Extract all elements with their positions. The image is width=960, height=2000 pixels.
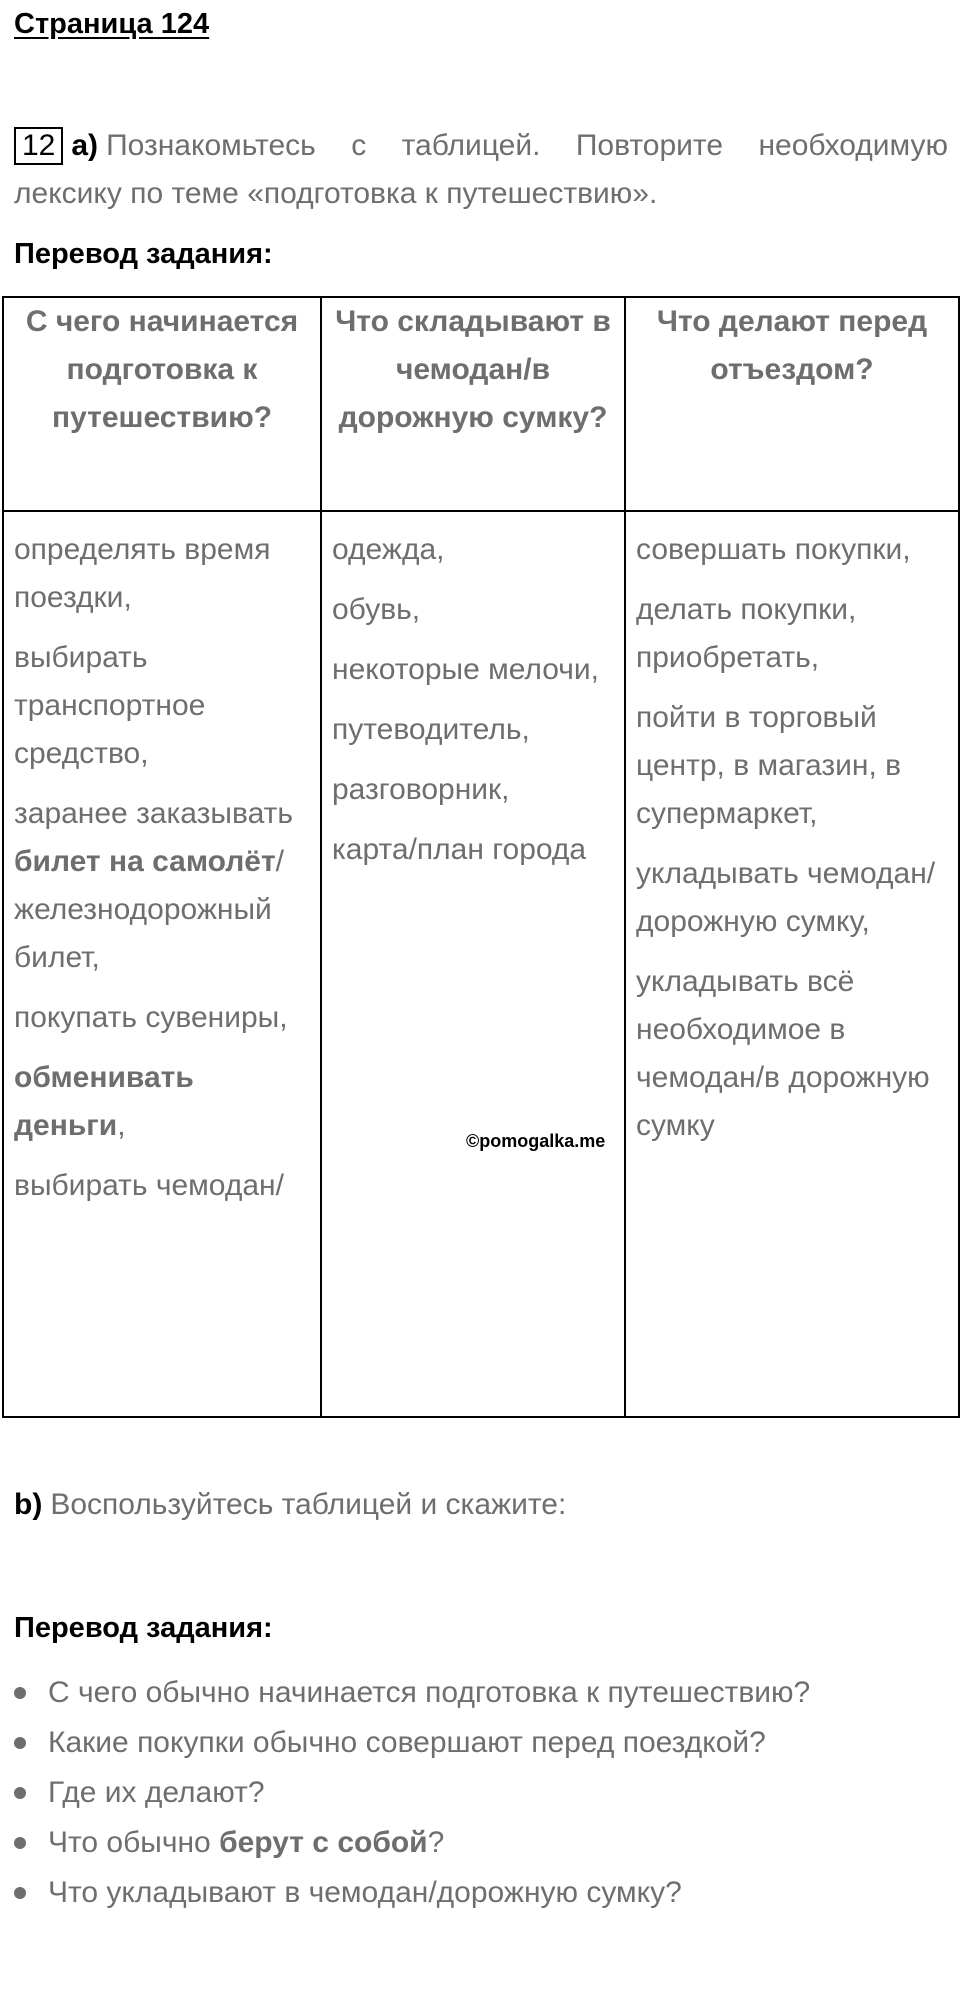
table-header-cell: Что складывают в чемодан/в дорожную сумку?	[321, 297, 625, 511]
table-cell-packing	[321, 511, 625, 1417]
list-item: Что укладывают в чемодан/дорожную сумку?	[14, 1868, 810, 1918]
list-item: укладывать всё необходимое в чемодан/в дорожную сумку	[636, 965, 930, 1142]
list-item: обменивать деньги,	[14, 1061, 194, 1142]
list-item: путеводитель,	[332, 713, 530, 746]
task-a-text: Познакомьтесь с таблицей. Повторите необходимую лексику по теме «подготовка к путешествию».	[14, 129, 948, 210]
list-item: покупать сувениры,	[14, 1001, 288, 1034]
task-b-instruction	[14, 1488, 566, 1522]
list-item: Где их делают?	[14, 1768, 810, 1818]
list-item: карта/план города	[332, 833, 587, 866]
bullet-icon	[14, 1787, 26, 1799]
bullet-icon	[14, 1837, 26, 1849]
task-letter-b: b)	[14, 1488, 43, 1521]
table-header-row	[3, 297, 959, 511]
table-header-cell: С чего начинается подготовка к путешествию?	[3, 297, 321, 511]
list-item: выбирать чемодан/	[14, 1169, 284, 1202]
list-item: делать покупки, приобретать,	[636, 593, 857, 674]
list-item: укладывать чемодан/дорожную сумку,	[636, 857, 936, 938]
list-item: обувь,	[332, 593, 421, 626]
table-header-cell: Что делают перед отъездом?	[625, 297, 959, 511]
task-letter-a: a)	[71, 129, 99, 162]
list-item: С чего обычно начинается подготовка к путешествию?	[14, 1668, 810, 1718]
task-a-instruction	[14, 122, 948, 218]
list-item: Какие покупки обычно совершают перед поездкой?	[14, 1718, 810, 1768]
translation-heading-2: Перевод задания:	[14, 1612, 273, 1644]
exercise-number: 12	[14, 127, 63, 165]
list-item: совершать покупки,	[636, 533, 911, 566]
list-item: определять время поездки,	[14, 533, 271, 614]
translation-heading-1: Перевод задания:	[14, 238, 273, 270]
task-b-text: Воспользуйтесь таблицей и скажите:	[50, 1488, 567, 1521]
list-item: выбирать транспортное средство,	[14, 641, 206, 770]
question-list	[14, 1668, 810, 1918]
table-row	[3, 511, 959, 1417]
list-item: Что обычно берут с собой?	[14, 1818, 810, 1868]
bullet-icon	[14, 1887, 26, 1899]
watermark: ©pomogalka.me	[466, 1131, 606, 1151]
list-item: пойти в торговый центр, в магазин, в супермаркет,	[636, 701, 902, 830]
bullet-icon	[14, 1737, 26, 1749]
list-item: некоторые мелочи,	[332, 653, 599, 686]
vocabulary-table	[2, 296, 960, 1418]
bullet-icon	[14, 1687, 26, 1699]
table-cell-preparation	[3, 511, 321, 1417]
list-item: разговорник,	[332, 773, 510, 806]
list-item: заранее заказывать билет на самолёт/ железнодорожный билет,	[14, 797, 293, 974]
table-cell-before-departure	[625, 511, 959, 1417]
list-item: одежда,	[332, 533, 445, 566]
page-title: Страница 124	[14, 8, 210, 40]
